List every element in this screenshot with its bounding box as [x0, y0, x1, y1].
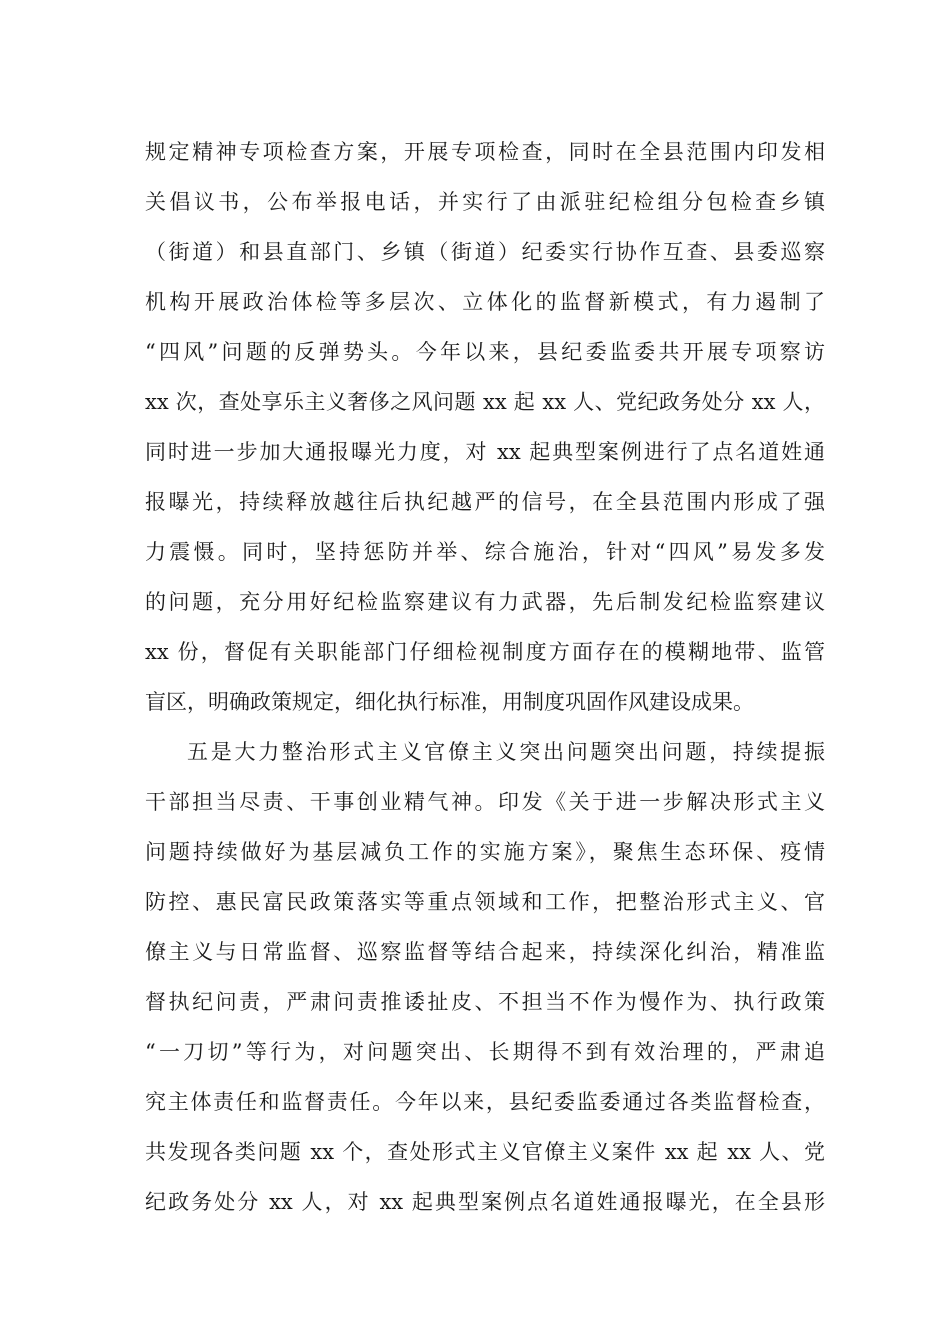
- text-line: 防控、惠民富民政策落实等重点领域和工作，把整治形式主义、官: [145, 890, 825, 914]
- paragraph-first-line: 五是大力整治形式主义官僚主义突出问题突出问题，持续提振: [187, 740, 825, 764]
- text-line: 纪政务处分 xx 人，对 xx 起典型案例点名道姓通报曝光，在全县形: [145, 1190, 825, 1214]
- text-line: 问题持续做好为基层减负工作的实施方案》，聚焦生态环保、疫情: [145, 840, 825, 864]
- text-line-last: 盲区，明确政策规定，细化执行标准，用制度巩固作风建设成果。: [145, 690, 754, 714]
- text-line: 关倡议书，公布举报电话，并实行了由派驻纪检组分包检查乡镇: [145, 190, 825, 214]
- text-line: 究主体责任和监督责任。今年以来，县纪委监委通过各类监督检查，: [145, 1090, 825, 1114]
- text-line: （街道）和县直部门、乡镇（街道）纪委实行协作互查、县委巡察: [145, 240, 825, 264]
- text-line: “四风”问题的反弹势头。今年以来，县纪委监委共开展专项察访: [145, 340, 825, 364]
- text-line: 机构开展政治体检等多层次、立体化的监督新模式，有力遏制了: [145, 290, 825, 314]
- text-line: 的问题，充分用好纪检监察建议有力武器，先后制发纪检监察建议: [145, 590, 825, 614]
- text-line: 规定精神专项检查方案，开展专项检查，同时在全县范围内印发相: [145, 140, 825, 164]
- text-line: xx 次，查处享乐主义奢侈之风问题 xx 起 xx 人、党纪政务处分 xx 人，: [145, 390, 825, 414]
- text-line: xx 份，督促有关职能部门仔细检视制度方面存在的模糊地带、监管: [145, 640, 825, 664]
- text-line: 干部担当尽责、干事创业精气神。印发《关于进一步解决形式主义: [145, 790, 825, 814]
- text-line: 报曝光，持续释放越往后执纪越严的信号，在全县范围内形成了强: [145, 490, 825, 514]
- text-line: 力震慑。同时，坚持惩防并举、综合施治，针对“四风”易发多发: [145, 540, 825, 564]
- text-line: 共发现各类问题 xx 个，查处形式主义官僚主义案件 xx 起 xx 人、党: [145, 1140, 825, 1164]
- text-line: “一刀切”等行为，对问题突出、长期得不到有效治理的，严肃追: [145, 1040, 825, 1064]
- text-line: 僚主义与日常监督、巡察监督等结合起来，持续深化纠治，精准监: [145, 940, 825, 964]
- text-line: 同时进一步加大通报曝光力度，对 xx 起典型案例进行了点名道姓通: [145, 440, 825, 464]
- text-line: 督执纪问责，严肃问责推诿扯皮、不担当不作为慢作为、执行政策: [145, 990, 825, 1014]
